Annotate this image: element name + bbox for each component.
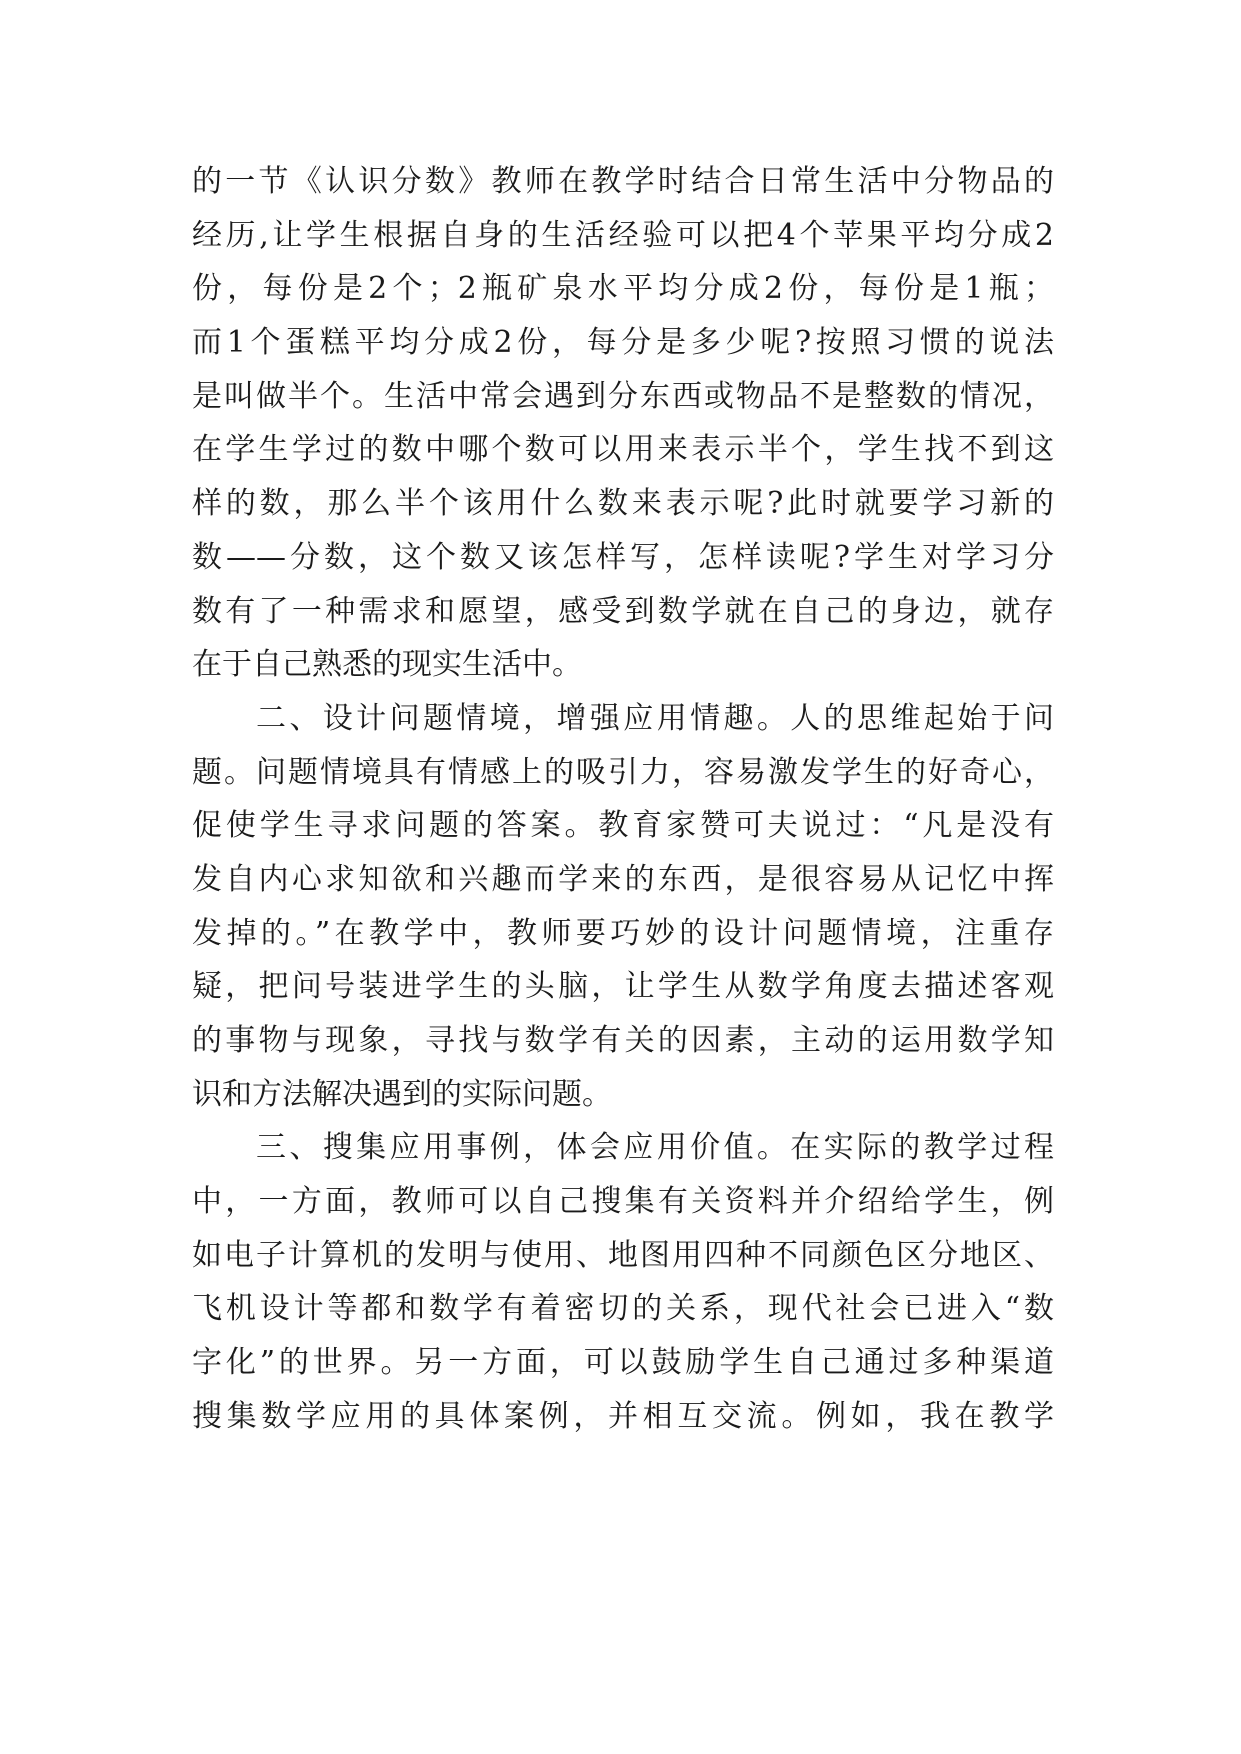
- text-line: 经历,让学生根据自身的生活经验可以把4个苹果平均分成2: [192, 217, 1054, 253]
- text-line: 搜集数学应用的具体案例，并相互交流。例如，我在教学: [192, 1398, 1054, 1434]
- text-line: 发掉的。”在教学中，教师要巧妙的设计问题情境，注重存: [192, 915, 1054, 951]
- text-line: 数有了一种需求和愿望，感受到数学就在自己的身边，就存: [192, 593, 1054, 629]
- text-line: 中，一方面，教师可以自己搜集有关资料并介绍给学生，例: [192, 1184, 1054, 1220]
- text-line: 如电子计算机的发明与使用、地图用四种不同颜色区分地区、: [192, 1237, 1054, 1273]
- text-line: 在学生学过的数中哪个数可以用来表示半个，学生找不到这: [192, 432, 1054, 468]
- paragraph-first-line: 三、搜集应用事例，体会应用价值。在实际的教学过程: [256, 1130, 1054, 1166]
- text-line: 数——分数，这个数又该怎样写，怎样读呢?学生对学习分: [192, 539, 1054, 575]
- text-line: 而1个蛋糕平均分成2份，每分是多少呢?按照习惯的说法: [192, 325, 1054, 361]
- paragraph-first-line: 二、设计问题情境，增强应用情趣。人的思维起始于问: [256, 700, 1054, 736]
- text-line: 是叫做半个。生活中常会遇到分东西或物品不是整数的情况，: [192, 378, 1054, 414]
- text-line: 飞机设计等都和数学有着密切的关系，现代社会已进入“数: [192, 1291, 1054, 1327]
- text-line: 的事物与现象，寻找与数学有关的因素，主动的运用数学知: [192, 1023, 1054, 1058]
- text-line: 样的数，那么半个该用什么数来表示呢?此时就要学习新的: [192, 486, 1054, 522]
- text-line: 在于自己熟悉的现实生活中。: [192, 647, 582, 683]
- body-text: [192, 155, 1054, 1444]
- text-line: 字化”的世界。另一方面，可以鼓励学生自己通过多种渠道: [192, 1345, 1054, 1381]
- text-line: 发自内心求知欲和兴趣而学来的东西，是很容易从记忆中挥: [192, 861, 1054, 897]
- text-line: 疑，把问号装进学生的头脑，让学生从数学角度去描述客观: [192, 969, 1054, 1005]
- text-line: 识和方法解决遇到的实际问题。: [192, 1076, 612, 1112]
- text-line: 的一节《认识分数》教师在教学时结合日常生活中分物品的: [192, 164, 1054, 199]
- text-line: 份，每份是2个；2瓶矿泉水平均分成2份，每份是1瓶；: [192, 271, 1054, 307]
- text-line: 题。问题情境具有情感上的吸引力，容易激发学生的好奇心，: [192, 754, 1054, 790]
- text-line: 促使学生寻求问题的答案。教育家赞可夫说过：“凡是没有: [192, 808, 1054, 844]
